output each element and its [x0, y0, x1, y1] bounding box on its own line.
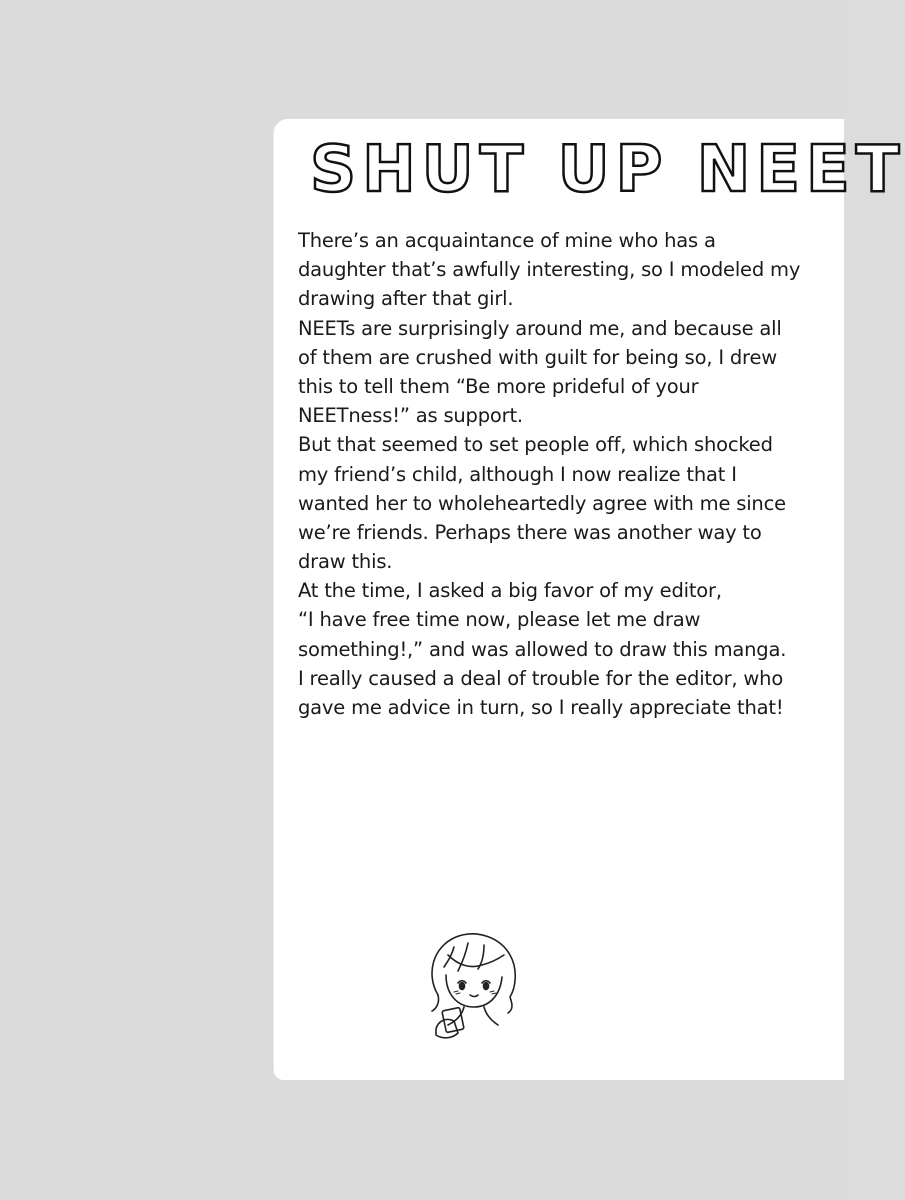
text-line: NEETness!” as support.	[298, 404, 523, 428]
text-line: There’s an acquaintance of mine who has a	[298, 229, 716, 252]
text-line: something!,” and was allowed to draw this manga.	[298, 637, 787, 661]
text-line: draw this.	[298, 550, 393, 574]
text-line: “I have free time now, please let me draw	[298, 608, 701, 632]
text-line: At the time, I asked a big favor of my editor,	[298, 579, 722, 603]
page-title: SHUT UP NEET	[310, 133, 905, 207]
afterword-text	[298, 226, 838, 722]
text-line: But that seemed to set people off, which shocked	[298, 433, 773, 457]
text-line: wanted her to wholeheartedly agree with me since	[298, 491, 786, 515]
text-line: we’re friends. Perhaps there was another way to	[298, 520, 762, 544]
text-line: drawing after that girl.	[298, 287, 514, 311]
text-line: my friend’s child, although I now realize that I	[298, 462, 737, 486]
text-line: I really caused a deal of trouble for the editor, who	[298, 666, 784, 690]
text-line: this to tell them “Be more prideful of your	[298, 374, 699, 398]
text-line: NEETs are surprisingly around me, and because all	[298, 316, 782, 340]
text-line: gave me advice in turn, so I really appreciate that!	[298, 696, 784, 719]
text-line: of them are crushed with guilt for being so, I drew	[298, 345, 777, 369]
text-line: daughter that’s awfully interesting, so I modeled my	[298, 258, 801, 282]
chibi-girl-drawing	[418, 925, 528, 1045]
